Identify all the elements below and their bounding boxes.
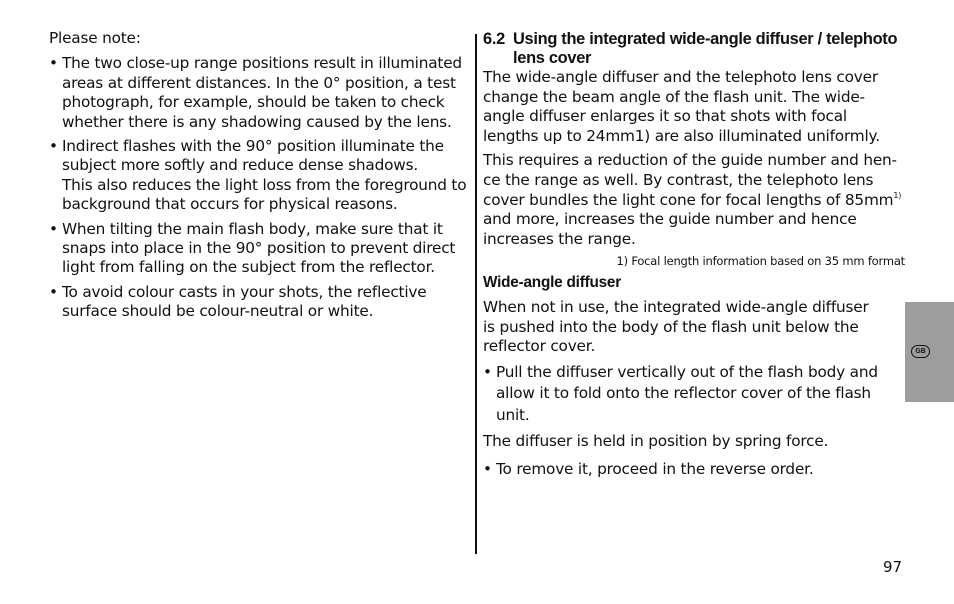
instructions-list <box>483 459 905 481</box>
paragraph <box>483 151 905 249</box>
paragraph: The wide-angle diffuser and the telephoto lens cover change the beam angle of the flash unit. The wide-angle diffuser enlarges it so that shots with focal lengths up to 24mm1) are also illuminated uniformly. <box>483 68 880 145</box>
subheading: Wide-angle diffuser <box>483 274 621 292</box>
section-title: Using the integrated wide-angle diffuser / telephoto lens cover <box>513 30 898 67</box>
footnote-marker: 1) <box>893 190 902 200</box>
list-item-text: Pull the diffuser vertically out of the flash body and allow it to fold onto the reflector cover of the flash unit. <box>496 362 878 424</box>
please-note-label: Please note: <box>49 29 141 47</box>
list-item <box>483 459 905 481</box>
bullet-icon: • <box>49 54 58 73</box>
left-column <box>49 29 467 327</box>
column-divider <box>475 34 477 554</box>
instructions-list <box>483 362 905 427</box>
notes-list <box>49 54 467 321</box>
list-item-text: To remove it, proceed in the reverse order. <box>496 459 814 478</box>
list-item-text: Indirect flashes with the 90° position illuminate the subject more softly and reduce dense shadows. <box>62 137 444 175</box>
list-item <box>49 220 467 278</box>
gb-badge-icon: GB <box>911 345 930 358</box>
paragraph-text: This requires a reduction of the guide number and hen-ce the range as well. By contrast, the telephoto lens cover bundles the light cone for focal lengths of 85mm <box>483 151 897 209</box>
list-item-text: The two close-up range positions result in illuminated areas at different distances. In the 0° position, a test photograph, for example, should be taken to check whether there is any shadowing caused by the lens. <box>62 54 462 131</box>
paragraph: When not in use, the integrated wide-angle diffuser is pushed into the body of the flash unit below the reflector cover. <box>483 297 869 356</box>
list-item <box>49 54 467 132</box>
list-item <box>49 137 467 215</box>
page-number: 97 <box>883 558 903 576</box>
list-item-text: To avoid colour casts in your shots, the reflective surface should be colour-neutral or white. <box>62 282 427 321</box>
list-item-text-continued: This also reduces the light loss from the foreground to background that occurs for physical reasons. <box>62 175 467 214</box>
bullet-icon: • <box>49 219 58 238</box>
paragraph: The diffuser is held in position by spring force. <box>483 432 829 451</box>
bullet-icon: • <box>483 459 492 478</box>
footnote: 1) Focal length information based on 35 mm format <box>616 254 905 269</box>
paragraph-text-continued: and more, increases the guide number and hence increases the range. <box>483 210 857 248</box>
section-heading <box>483 30 905 68</box>
list-item <box>49 283 467 322</box>
section-number: 6.2 <box>483 30 505 48</box>
right-column <box>483 30 905 486</box>
bullet-icon: • <box>49 137 58 156</box>
bullet-icon: • <box>49 282 58 301</box>
list-item-text: When tilting the main flash body, make sure that it snaps into place in the 90° position to prevent direct light from falling on the subject from the reflector. <box>62 219 456 277</box>
language-side-tab <box>905 302 954 402</box>
list-item <box>483 362 881 427</box>
bullet-icon: • <box>483 362 492 381</box>
